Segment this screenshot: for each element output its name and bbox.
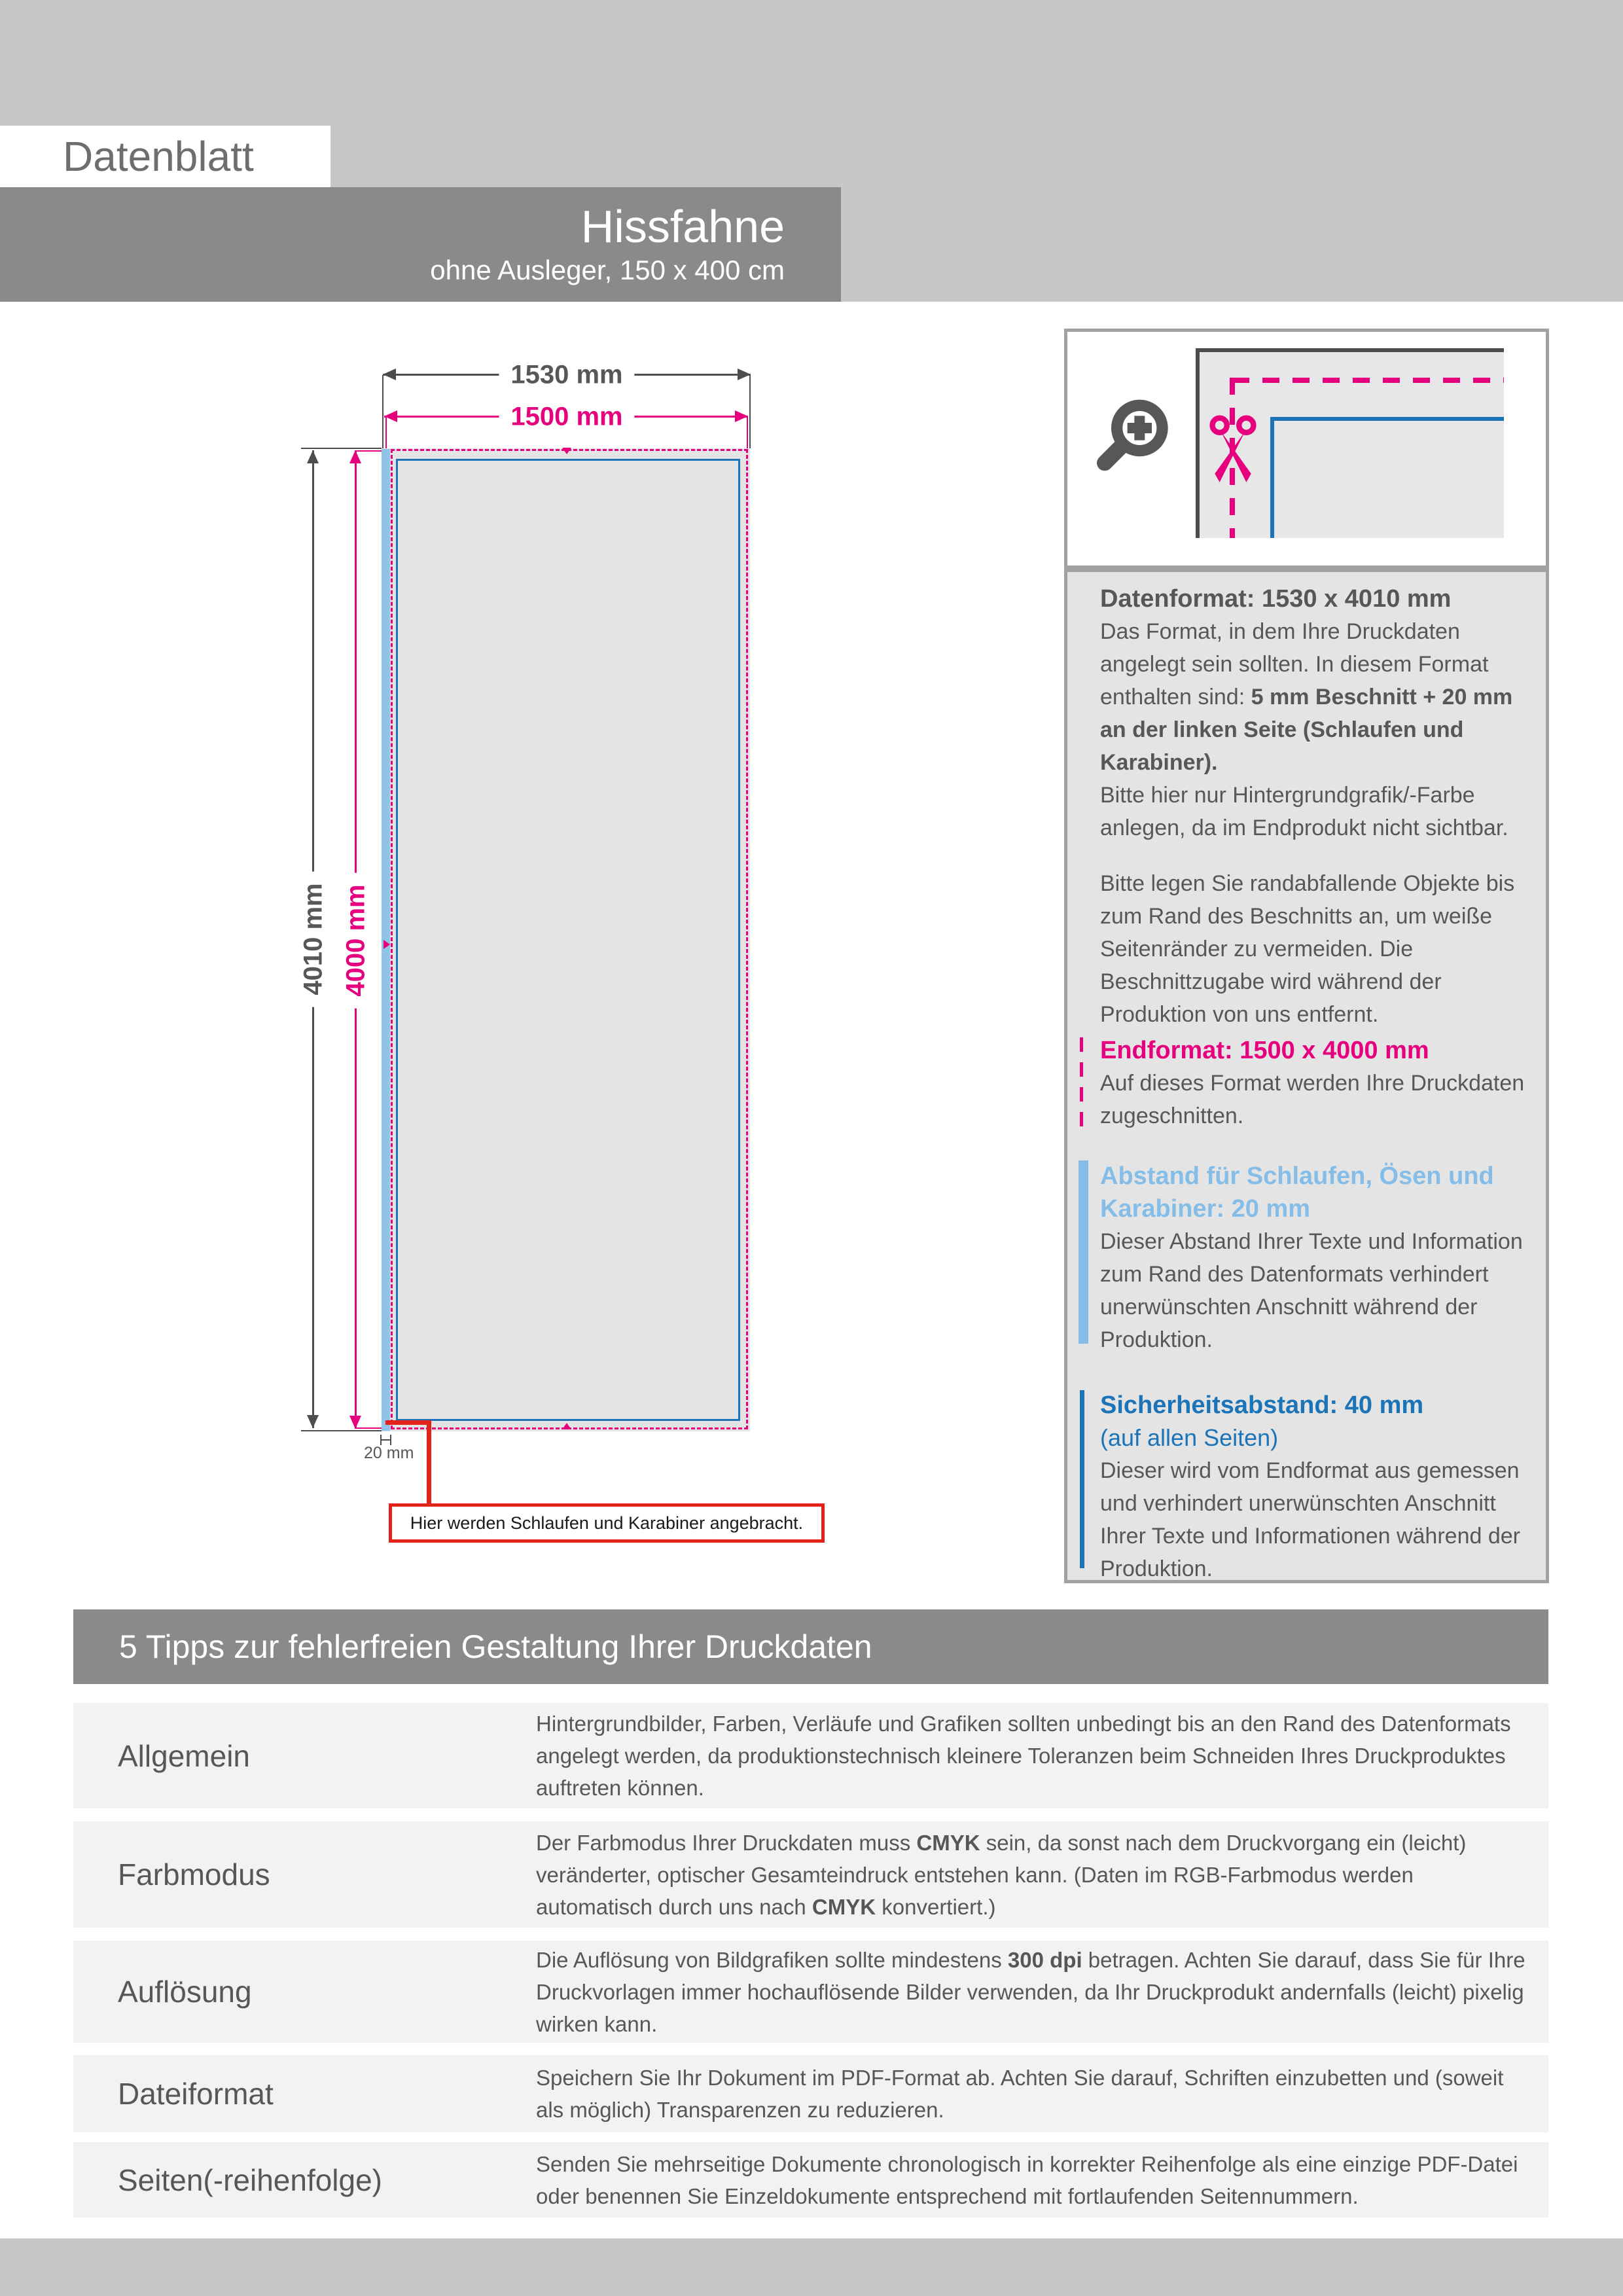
endformat-heading: Endformat: 1500 x 4000 mm (1100, 1037, 1429, 1064)
dim-ext-line (747, 417, 748, 448)
dim-label-width-inner: 1500 mm (499, 401, 634, 433)
dim-label-height-outer: 4010 mm (298, 871, 330, 1007)
cut-line-tick-left (383, 940, 390, 949)
tip-row-seitenreihenfolge (73, 2142, 1548, 2217)
tip-label: Dateiformat (118, 2077, 274, 2111)
callout-text: Hier werden Schlaufen und Karabiner angebracht. (410, 1513, 804, 1533)
tip-body: Der Farbmodus Ihrer Druckdaten muss CMYK sein, da sonst nach dem Druckvorgang ein (leicht) veränderter, optischer Gesamteindruck entstehen kann. (Daten im RGB-Farbmodus werden automatisch durch uns nach CMYK konvertiert.) (536, 1830, 1467, 1919)
datenformat-note: Bitte hier nur Hintergrundgrafik/-Farbe anlegen, da im Endprodukt nicht sichtbar. (1100, 783, 1508, 840)
strip-width-label: 20 mm (364, 1444, 414, 1462)
sicherheit-heading: Sicherheitsabstand: 40 mm (1100, 1391, 1424, 1419)
tip-label: Farbmodus (118, 1857, 270, 1892)
page-title-box (0, 126, 330, 187)
sicherheit-subheading: (auf allen Seiten) (1100, 1424, 1279, 1451)
callout-box (389, 1503, 825, 1543)
bleed-note: Bitte legen Sie randabfallende Objekte bis zum Rand des Beschnitts an, um weiße Seitenränder zu vermeiden. Die Beschnittzugabe wird während der Produktion von uns entfernt. (1100, 871, 1515, 1027)
dim-ext-line (382, 375, 383, 448)
arrowhead-icon (349, 450, 361, 463)
magnifier-zoom-icon (1094, 391, 1178, 475)
dim-label-height-inner: 4000 mm (340, 872, 372, 1008)
flag-safety-margin-line (396, 459, 740, 1421)
product-header-band (0, 187, 841, 302)
arrowhead-icon (738, 368, 751, 380)
endformat-dashed-rule (1080, 1037, 1083, 1128)
sicherheit-block (1100, 1389, 1533, 1585)
tip-row-dateiformat (73, 2055, 1548, 2132)
bottom-gray-background (0, 2238, 1623, 2296)
bleed-note-block (1100, 867, 1533, 1031)
tip-label: Allgemein (118, 1738, 250, 1773)
tip-body: Hintergrundbilder, Farben, Verläufe und Grafiken sollten unbedingt bis an den Rand des Datenformats angelegt werden, da produktionstechnisch kleinere Toleranzen beim Schneiden Ihres Druckproduktes auftreten können. (536, 1712, 1511, 1800)
abstand-block (1100, 1160, 1533, 1356)
strip-measure-line (382, 1439, 390, 1441)
arrowhead-icon (349, 1416, 361, 1429)
dim-ext-line (356, 450, 382, 452)
callout-pointer-line (427, 1420, 431, 1505)
tips-banner-title: 5 Tipps zur fehlerfreien Gestaltung Ihrer Druckdaten (119, 1628, 872, 1665)
corner-safety-line-v (1270, 417, 1274, 538)
abstand-body: Dieser Abstand Ihrer Texte und Information zum Rand des Datenformats verhindert unerwünschten Anschnitt während der Produktion. (1100, 1229, 1523, 1352)
corner-data-edge-left (1196, 348, 1200, 538)
tips-banner (73, 1609, 1548, 1684)
tip-body: Speichern Sie Ihr Dokument im PDF-Format ab. Achten Sie darauf, Schriften einzubetten und (soweit als möglich) Transparenzen zu reduzieren. (536, 2066, 1504, 2122)
cut-line-tick-top (562, 448, 571, 454)
tip-body: Die Auflösung von Bildgrafiken sollte mindestens 300 dpi betragen. Achten Sie darauf, dass Sie für Ihre Druckvorlagen immer hochauflösende Bilder verwenden, da Ihr Druckprodukt andernfalls (leicht) pixelig wirken kann. (536, 1947, 1525, 2036)
dim-ext-line (301, 1430, 382, 1431)
product-subtitle: ohne Ausleger, 150 x 400 cm (430, 254, 785, 285)
dim-ext-line (356, 1427, 382, 1429)
tip-row-aufloesung (73, 1941, 1548, 2043)
scissors-icon (1209, 414, 1257, 497)
arrowhead-icon (307, 450, 319, 463)
datenformat-block (1100, 583, 1533, 844)
corner-safety-line-h (1270, 417, 1504, 421)
dim-ext-line (749, 375, 751, 448)
corner-data-edge-top (1196, 348, 1504, 352)
tip-label: Auflösung (118, 1975, 252, 2009)
arrowhead-icon (383, 368, 396, 380)
arrowhead-icon (307, 1415, 319, 1428)
tip-row-allgemein (73, 1703, 1548, 1808)
arrowhead-icon (735, 410, 748, 422)
abstand-bar (1079, 1160, 1088, 1344)
corner-cut-line-h (1232, 378, 1504, 383)
tip-label: Seiten(-reihenfolge) (118, 2162, 383, 2197)
endformat-body: Auf dieses Format werden Ihre Druckdaten zugeschnitten. (1100, 1071, 1525, 1128)
tip-row-farbmodus (73, 1821, 1548, 1928)
page-title: Datenblatt (63, 133, 254, 180)
product-name: Hissfahne (580, 200, 785, 252)
endformat-block (1100, 1034, 1533, 1132)
callout-pointer-line (385, 1420, 431, 1425)
cut-line-tick-bottom (562, 1423, 571, 1429)
abstand-heading: Abstand für Schlaufen, Ösen und Karabiner: 20 mm (1100, 1162, 1494, 1223)
datenformat-body: Das Format, in dem Ihre Druckdaten angelegt sein sollten. In diesem Format enthalten sind: 5 mm Beschnitt + 20 mm an der linken Seite (Schlaufen und Karabiner). (1100, 619, 1513, 775)
sicherheit-body: Dieser wird vom Endformat aus gemessen und verhindert unerwünschten Anschnitt Ihrer Texte und Informationen während der Produktion. (1100, 1458, 1520, 1581)
tip-body: Senden Sie mehrseitige Dokumente chronologisch in korrekter Reihenfolge als eine einzige PDF-Datei oder benennen Sie Einzeldokumente entsprechend mit fortlaufenden Seitennummern. (536, 2151, 1518, 2208)
sicherheit-bar (1080, 1390, 1084, 1568)
dim-ext-line (301, 448, 382, 449)
dim-ext-line (385, 417, 387, 448)
datenformat-heading: Datenformat: 1530 x 4010 mm (1100, 585, 1452, 613)
dim-label-width-outer: 1530 mm (499, 359, 634, 391)
